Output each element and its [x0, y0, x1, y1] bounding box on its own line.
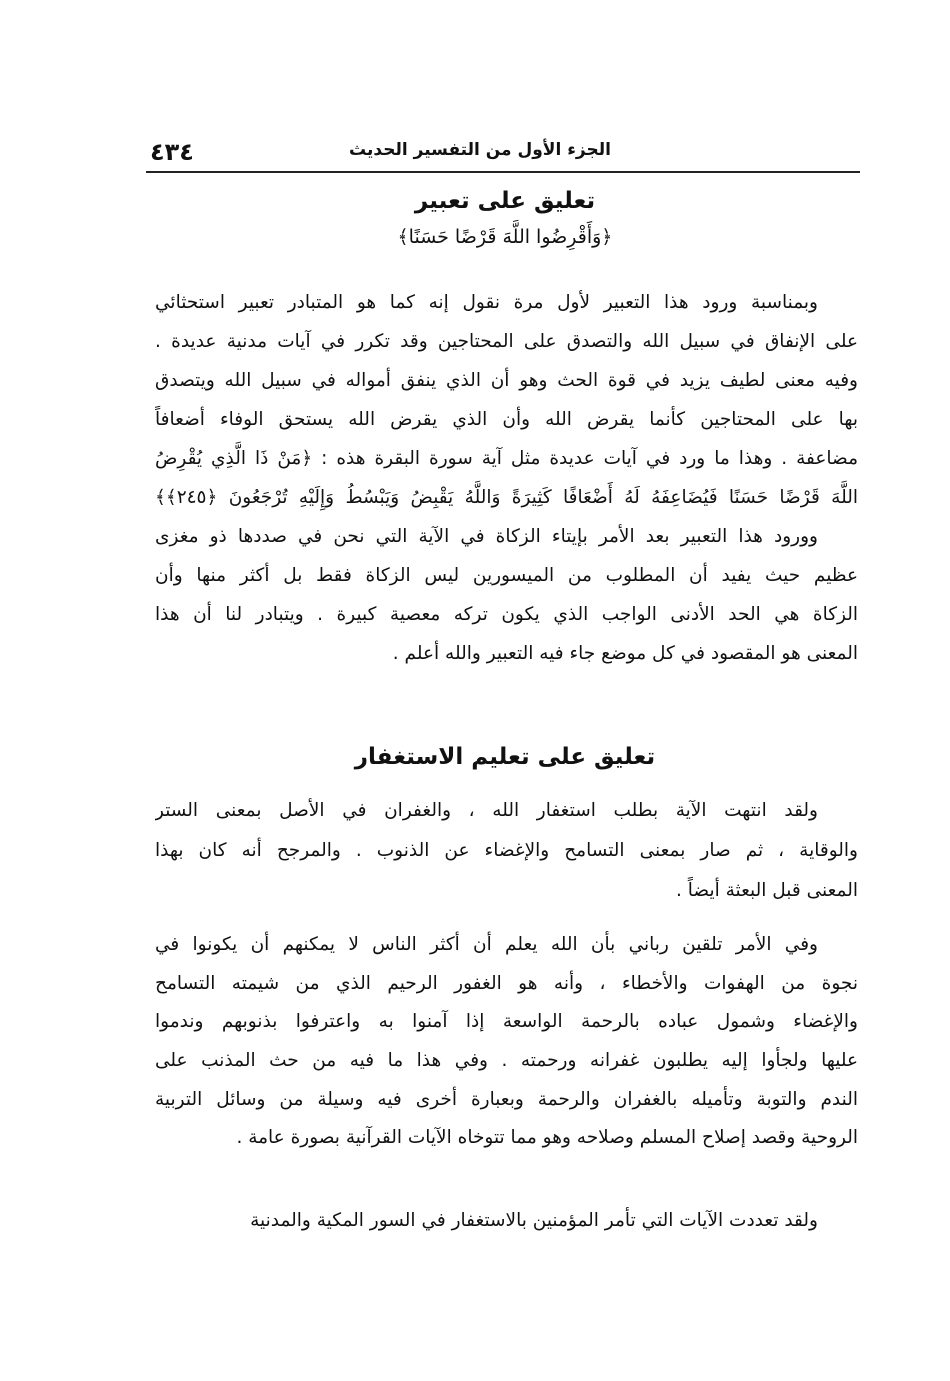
text-line: بها على المحتاجين كأنما يقرض الله وأن الذي يقرض الله يستحق الوفاء أضعافاً: [155, 409, 858, 430]
section-heading: تعليق على تعليم الاستغفار: [354, 744, 656, 770]
text-line: عظيم حيث يفيد أن المطلوب من الميسورين ليس الزكاة فقط بل أكثر منها وأن: [155, 565, 858, 586]
paragraph: [155, 283, 858, 673]
text-line: وبمناسبة ورود هذا التعبير لأول مرة نقول إنه كما هو المتبادر تعبير استحثائي: [155, 292, 818, 313]
paragraph: [155, 791, 858, 911]
text-line: الزكاة هي الحد الأدنى الواجب الذي يكون تركه معصية كبيرة . ويتبادر لنا أن هذا: [155, 604, 858, 625]
text-line: الروحية وقصد إصلاح المسلم وصلاحه وهو مما تتوخاه الآيات القرآنية بصورة عامة .: [236, 1127, 858, 1149]
text-line: والإغضاء وشمول عباده بالرحمة الواسعة إذا آمنوا به واعترفوا بذنوبهم وندموا: [155, 1011, 858, 1033]
text-line: وورود هذا التعبير بعد الأمر بإيتاء الزكاة في الآية التي نحن في صددها ذو مغزى: [155, 526, 818, 547]
text-line: نجوة من الهفوات والأخطاء ، وأنه هو الغفور الرحيم الذي من شيمته التسامح: [155, 972, 858, 994]
paragraph: [155, 926, 858, 1158]
text-line: ولقد انتهت الآية بطلب استغفار الله ، والغفران في الأصل بمعنى الستر: [155, 800, 818, 821]
page-number: ٤٣٤: [150, 138, 194, 166]
running-title: الجزء الأول من التفسير الحديث: [349, 140, 611, 160]
section-heading: تعليق على تعبير: [414, 188, 596, 214]
text-line: على الإنفاق في سبيل الله والتصدق على المحتاجين وقد تكرر في آيات مدنية عديدة .: [155, 331, 858, 352]
text-line: اللَّهَ قَرْضًا حَسَنًا فَيُضَاعِفَهُ لَهُ أَضْعَافًا كَثِيرَةً وَاللَّهُ يَقْبِضُ وَيَبْسُطُ وَإِلَيْهِ تُرْجَعُونَ ﴿٢٤٥﴾﴾: [155, 487, 858, 508]
text-line: ولقد تعددت الآيات التي تأمر المؤمنين بالاستغفار في السور المكية والمدنية: [250, 1210, 818, 1231]
text-line: عليها ولجأوا إليه يطلبون غفرانه ورحمته . وفي هذا ما فيه من حث المذنب على: [155, 1050, 858, 1072]
header-rule: [146, 171, 860, 173]
paragraph: [155, 1201, 858, 1240]
text-line: وفيه معنى لطيف يزيد في قوة الحث وهو أن الذي ينفق أمواله في سبيل الله ويتصدق: [155, 370, 858, 391]
text-line: المعنى قبل البعثة أيضاً .: [676, 880, 858, 901]
quran-verse: ﴿وَأَقْرِضُوا اللَّهَ قَرْضًا حَسَنًا﴾: [397, 226, 613, 248]
text-line: والوقاية ، ثم صار بمعنى التسامح والإغضاء عن الذنوب . والمرجح أنه كان بهذا: [155, 840, 858, 861]
text-line: المعنى هو المقصود في كل موضع جاء فيه التعبير والله أعلم .: [392, 643, 858, 664]
text-line: مضاعفة . وهذا ما ورد في آيات عديدة مثل آية سورة البقرة هذه : ﴿مَنْ ذَا الَّذِي يُقْرِضُ: [155, 448, 858, 469]
text-line: الندم والتوبة وتأميله بالغفران والرحمة وبعبارة أخرى فيه وسيلة من وسائل التربية: [155, 1088, 858, 1110]
text-line: وفي الأمر تلقين رباني بأن الله يعلم أن أكثر الناس لا يمكنهم أن يكونوا في: [155, 934, 818, 955]
